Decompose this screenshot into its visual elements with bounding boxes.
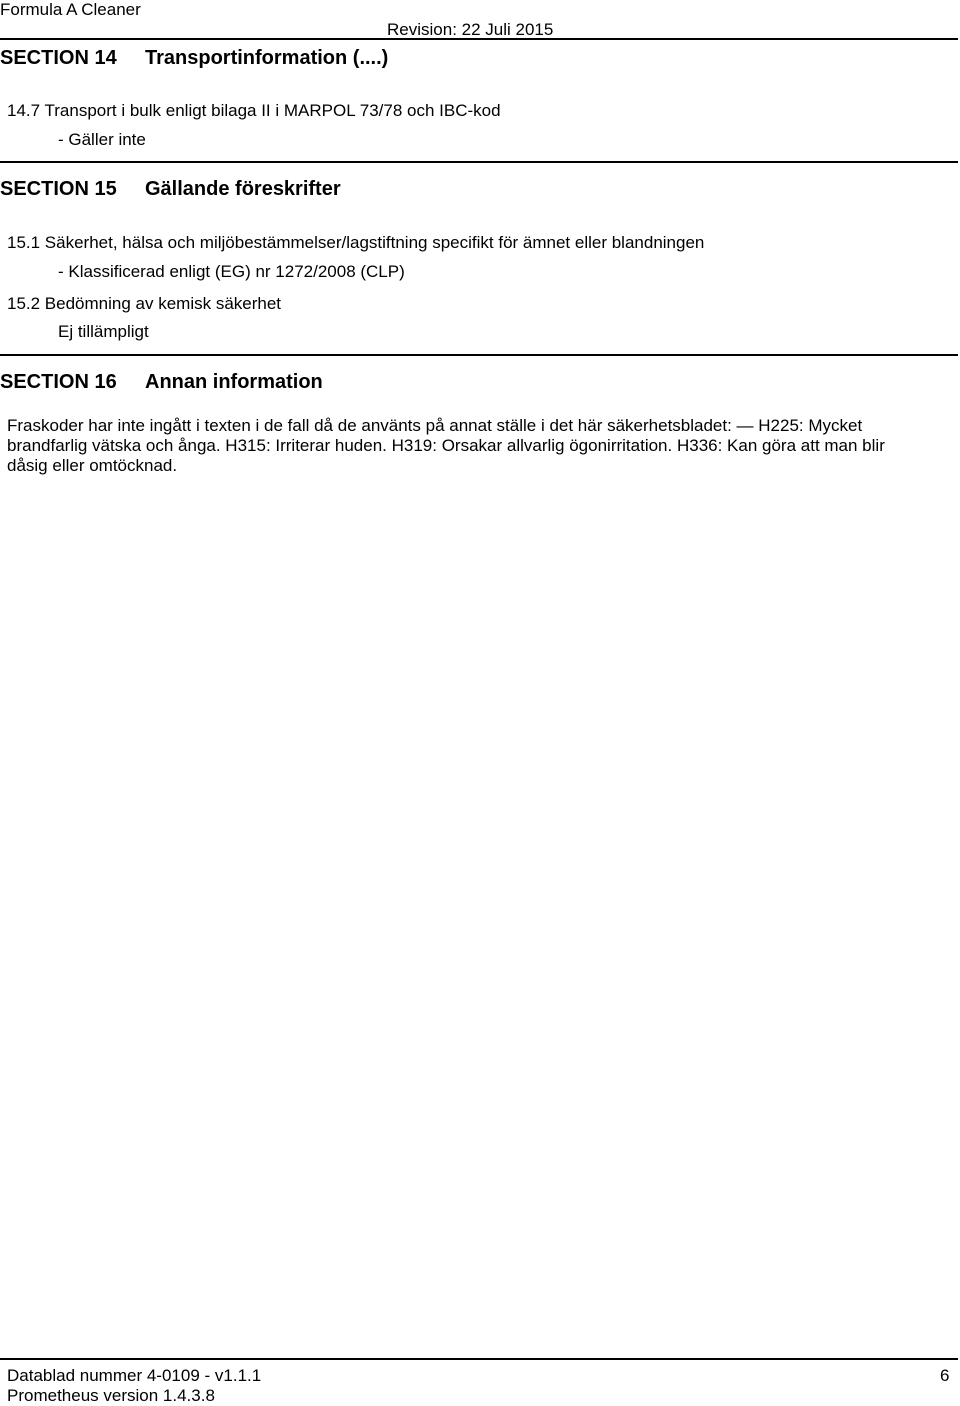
section-15-heading [0,178,341,201]
item-14-7: 14.7 Transport i bulk enligt bilaga II i MARPOL 73/78 och IBC-kod [7,101,501,120]
datablad-number: Datablad nummer 4-0109 - v1.1.1 [7,1366,262,1385]
revision-date: Revision: 22 Juli 2015 [387,20,554,39]
section-16-heading [0,371,323,394]
footer-divider [0,1358,958,1360]
section-15-number: SECTION 15 [0,178,117,200]
section-14-title: Transportinformation (....) [145,47,389,69]
section-15-title: Gällande föreskrifter [145,178,341,200]
section-15-divider [0,161,958,163]
section-16-title: Annan information [145,371,323,393]
item-15-1-value: - Klassificerad enligt (EG) nr 1272/2008 (CLP) [58,262,405,281]
item-15-2: 15.2 Bedömning av kemisk säkerhet [7,294,282,313]
product-name: Formula A Cleaner [0,0,141,19]
section-14-heading [0,47,388,70]
item-15-1: 15.1 Säkerhet, hälsa och miljöbestämmelser/lagstiftning specifikt för ämnet eller blandningen [7,233,705,252]
section-14-number: SECTION 14 [0,47,117,69]
section-16-number: SECTION 16 [0,371,117,393]
prometheus-version: Prometheus version 1.4.3.8 [7,1386,215,1405]
header-divider [0,38,958,40]
item-15-2-value: Ej tillämpligt [58,322,149,341]
section-16-divider [0,354,958,356]
section-16-text: Fraskoder har inte ingått i texten i de fall då de använts på annat ställe i det här säkerhetsbladet: — H225: Mycket brandfarlig vätska och ånga. H315: Irriterar huden. H319: Orsakar allvarlig ögonirritation. H336: Kan göra att man blir dåsig eller omtöcknad. [7,416,885,475]
page-number: 6 [940,1366,950,1385]
item-14-7-value: - Gäller inte [58,130,146,149]
